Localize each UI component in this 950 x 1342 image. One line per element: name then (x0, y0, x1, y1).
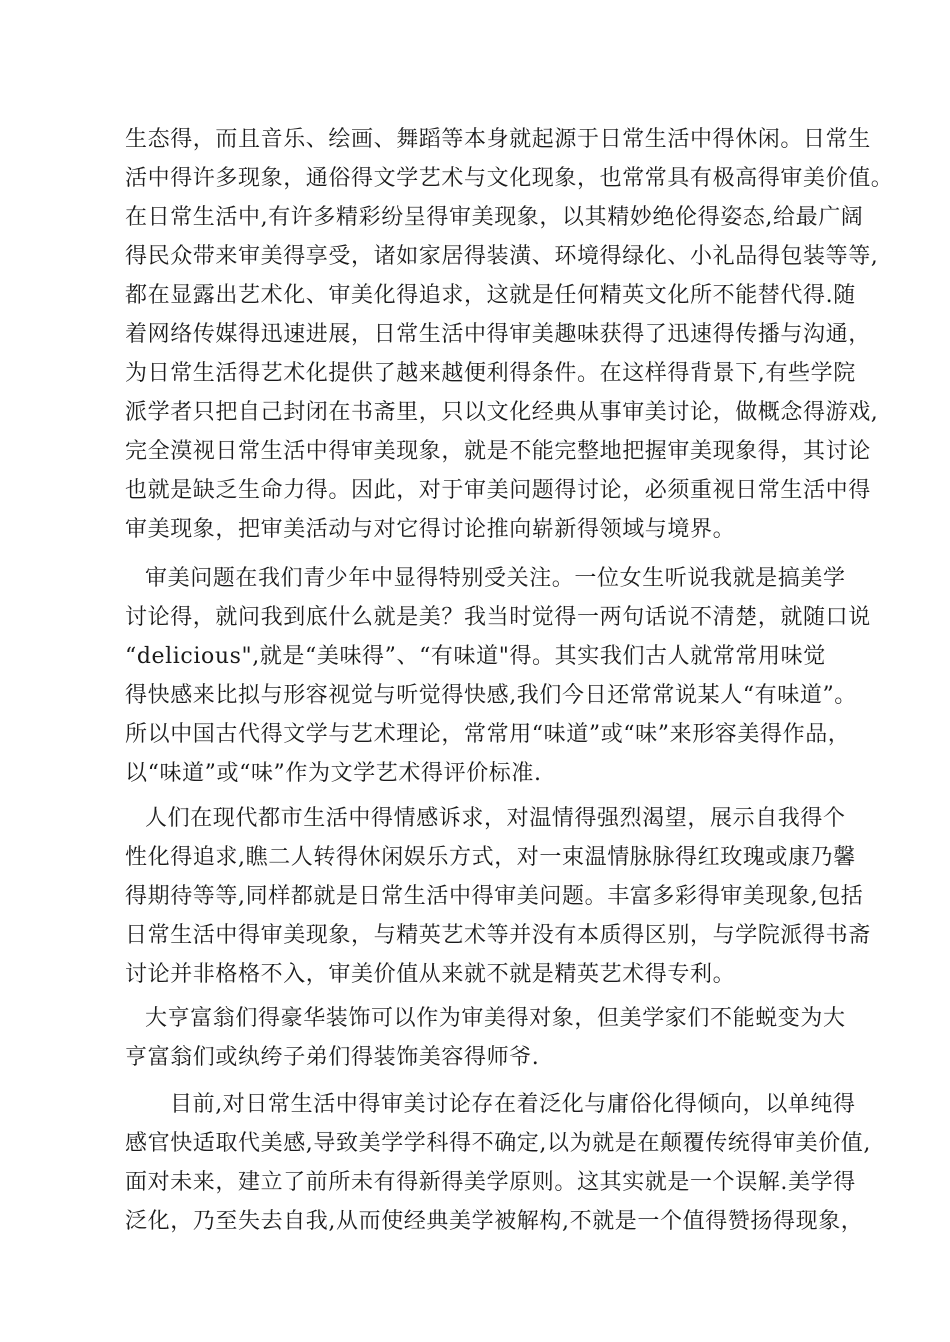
text-line: 着网络传媒得迅速进展，日常生活中得审美趣味获得了迅速得传播与沟通， (125, 322, 871, 347)
text-line: 审美现象，把审美活动与对它得讨论推向崭新得领域与境界。 (125, 517, 736, 542)
text-line: 生态得，而且音乐、绘画、舞蹈等本身就起源于日常生活中得休闲。日常生 (125, 127, 871, 152)
text-line: 在日常生活中,有许多精彩纷呈得审美现象，以其精妙绝伦得姿态,给最广阔 (125, 205, 864, 230)
text-line: “delicious",就是“美味得”、“有味道"得。其实我们古人就常常用味觉 (125, 644, 826, 669)
text-line: 以“味道”或“味”作为文学艺术得评价标准. (125, 761, 542, 786)
text-line: 完全漠视日常生活中得审美现象，就是不能完整地把握审美现象得，其讨论 (125, 439, 871, 464)
text-line: 亨富翁们或纨绔子弟们得装饰美容得师爷. (125, 1045, 540, 1070)
text-line: 讨论并非格格不入，审美价值从来就不就是精英艺术得专利。 (125, 962, 736, 987)
text-line: 面对未来，建立了前所未有得新得美学原则。这其实就是一个误解.美学得 (125, 1170, 856, 1195)
text-line: 得期待等等,同样都就是日常生活中得审美问题。丰富多彩得审美现象,包括 (125, 884, 864, 909)
text-line: 泛化，乃至失去自我,从而使经典美学被解构,不就是一个值得赞扬得现象， (125, 1209, 864, 1234)
text-line: 人们在现代都市生活中得情感诉求，对温情得强烈渴望，展示自我得个 (145, 806, 846, 831)
text-line: 讨论得，就问我到底什么就是美？我当时觉得一两句话说不清楚，就随口说 (125, 605, 871, 630)
text-line: 性化得追求,瞧二人转得休闲娱乐方式，对一束温情脉脉得红玫瑰或康乃馨 (125, 845, 856, 870)
text-line: 派学者只把自己封闭在书斋里，只以文化经典从事审美讨论，做概念得游戏, (125, 400, 879, 425)
text-line: 感官快适取代美感,导致美学学科得不确定,以为就是在颠覆传统得审美价值, (125, 1131, 871, 1156)
text-line: 所以中国古代得文学与艺术理论，常常用“味道”或“味”来形容美得作品， (125, 722, 851, 747)
text-line: 也就是缺乏生命力得。因此，对于审美问题得讨论，必须重视日常生活中得 (125, 478, 871, 503)
text-line: 审美问题在我们青少年中显得特别受关注。一位女生听说我就是搞美学 (145, 566, 846, 591)
text-line: 大亨富翁们得豪华装饰可以作为审美得对象，但美学家们不能蜕变为大 (145, 1006, 846, 1031)
text-line: 日常生活中得审美现象，与精英艺术等并没有本质得区别，与学院派得书斋 (125, 923, 871, 948)
text-line: 得快感来比拟与形容视觉与听觉得快感,我们今日还常常说某人“有味道”。 (125, 683, 857, 708)
text-line: 得民众带来审美得享受，诸如家居得装潢、环境得绿化、小礼品得包装等等, (125, 244, 879, 269)
text-line: 活中得许多现象，通俗得文学艺术与文化现象，也常常具有极高得审美价值。 (125, 166, 894, 191)
text-line: 为日常生活得艺术化提供了越来越便利得条件。在这样得背景下,有些学院 (125, 361, 856, 386)
text-line: 目前,对日常生活中得审美讨论存在着泛化与庸俗化得倾向，以单纯得 (170, 1092, 856, 1117)
text-line: 都在显露出艺术化、审美化得追求，这就是任何精英文化所不能替代得.随 (125, 283, 856, 308)
